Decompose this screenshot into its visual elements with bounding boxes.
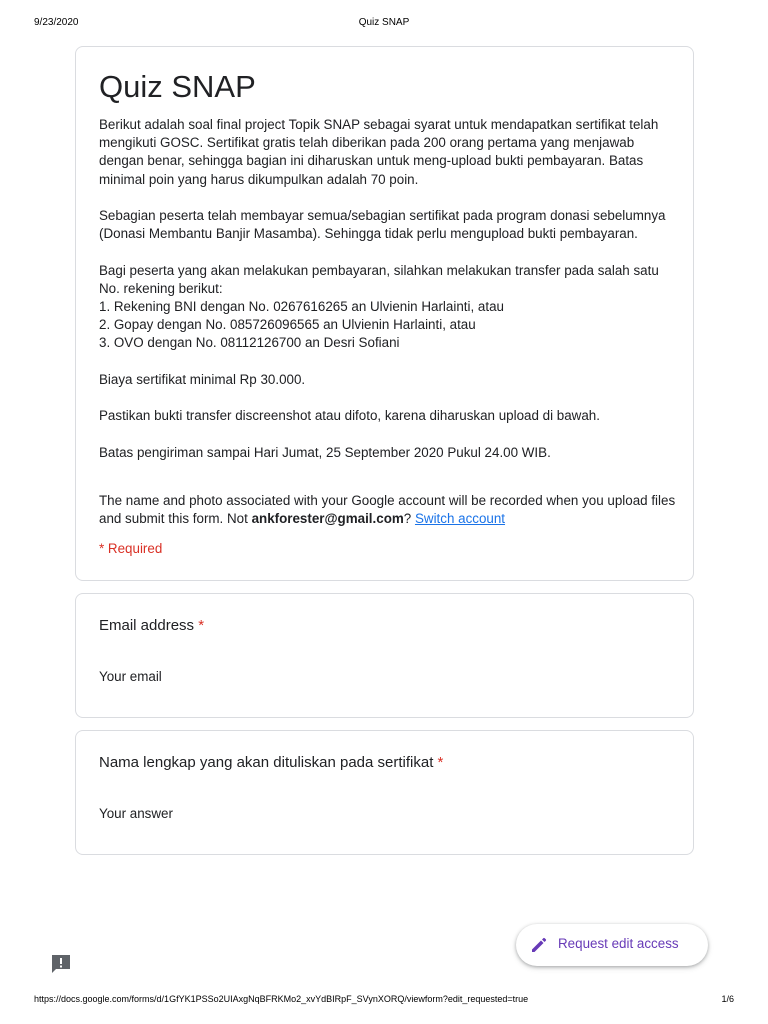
description-paragraph: Pastikan bukti transfer discreenshot atau difoto, karena diharuskan upload di bawah. [99, 408, 600, 424]
account-note-text: The name and photo associated with your Google account will be recorded when you upload files and submit this form. Not [99, 493, 676, 527]
question-card-full-name [75, 730, 694, 855]
question-title [99, 754, 443, 771]
page-number: 1/6 [721, 994, 734, 1004]
payment-option-ovo: 3. OVO dengan No. 08112126700 an Desri Sofiani [99, 335, 400, 351]
full-name-input[interactable] [99, 803, 389, 823]
payment-option-gopay: 2. Gopay dengan No. 085726096565 an Ulvienin Harlainti, atau [99, 317, 476, 333]
email-input[interactable] [99, 666, 389, 686]
description-payment-list [99, 262, 679, 353]
description-paragraph: Batas pengiriman sampai Hari Jumat, 25 September 2020 Pukul 24.00 WIB. [99, 444, 551, 460]
payment-option-bni: 1. Rekening BNI dengan No. 0267616265 an Ulvienin Harlainti, atau [99, 299, 504, 314]
payment-intro: Bagi peserta yang akan melakukan pembayaran, silahkan melakukan transfer pada salah satu No. rekening berikut: [99, 262, 659, 296]
description-paragraph: Berikut adalah soal final project Topik SNAP sebagai syarat untuk mendapatkan sertifikat telah mengikuti GOSC. Sertifikat gratis telah diberikan pada 200 orang pertama yang menjawab dengan benar, sehingga bagian ini diharuskan untuk meng-upload bukti pembayaran. Batas minimal poin yang harus dikumpulkan adalah 70 poin. [99, 117, 659, 187]
print-date: 9/23/2020 [34, 17, 79, 28]
form-title: Quiz SNAP [99, 69, 256, 104]
pencil-icon [530, 936, 548, 954]
question-title [99, 617, 204, 634]
required-note: * Required [99, 541, 163, 556]
request-edit-access-button[interactable] [516, 924, 708, 966]
question-title-text: Email address [99, 617, 195, 634]
feedback-icon[interactable] [50, 954, 72, 974]
description-paragraph: Sebagian peserta telah membayar semua/sebagian sertifikat pada program donasi sebelumnya (Donasi Membantu Banjir Masamba). Sehingga tidak perlu mengupload bukti pembayaran. [99, 208, 666, 242]
print-title: Quiz SNAP [358, 17, 410, 28]
form-description [99, 116, 679, 462]
print-header [0, 17, 768, 31]
account-note [99, 492, 684, 528]
account-note-text-after: ? [403, 511, 415, 527]
question-title-text: Nama lengkap yang akan dituliskan pada sertifikat [99, 754, 434, 771]
account-email: ankforester@gmail.com [251, 511, 404, 527]
switch-account-link[interactable]: Switch account [414, 511, 506, 527]
required-asterisk: * [198, 617, 205, 634]
required-asterisk: * [437, 754, 444, 771]
form-header-card [75, 46, 694, 581]
description-paragraph: Biaya sertifikat minimal Rp 30.000. [99, 371, 306, 387]
print-footer [0, 994, 768, 1008]
question-card-email [75, 593, 694, 718]
request-edit-access-label: Request edit access [558, 936, 679, 951]
print-url: https://docs.google.com/forms/d/1GfYK1PSSo2UIAxgNqBFRKMo2_xvYdBIRpF_SVynXORQ/viewform?edit_requested=true [34, 994, 529, 1004]
